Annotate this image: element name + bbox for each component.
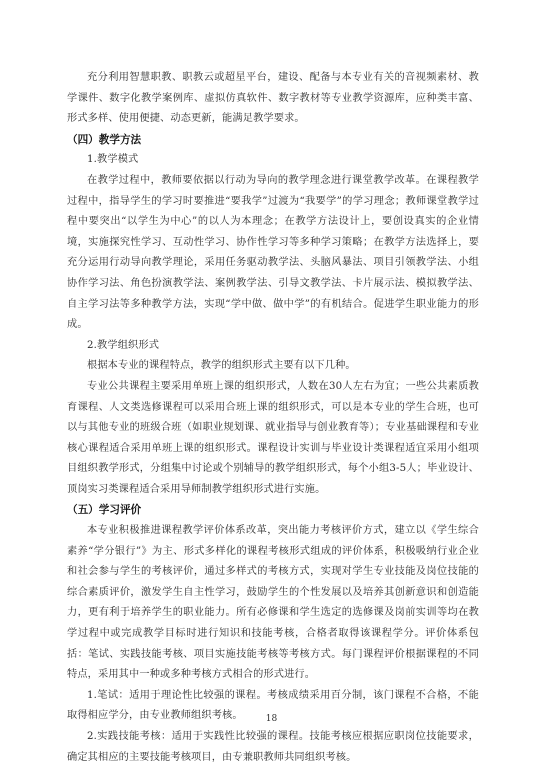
subheading-organization-form: 2.教学组织形式 [87, 339, 160, 351]
paragraph-evaluation-system: 本专业积极推进课程教学评价体系改革，突出能力考核评价方式，建立以《学生综合素养“学分银行”》为主、形式多样化的课程考核形式组成的评价体系，积极吸纳行业企业和社会参与学生的考核评价，通过多样式的考核方式，实现对学生专业技能及岗位技能的综合素质评价，激发学生自主性学习，鼓励学生的个性发展以及培养其创新意识和创造能力，更有利于培养学生的职业能力。所有必修课和学生选定的选修课及岗前实训等均在教学过程中或完成教学目标时进行知识和技能考核，合格者取得该课程学分。评价体系包括：笔试、实践技能考核、项目实施技能考核等考核方式。每门课程评价根据课程的不同特点，采用其中一种或多种考核方式相合的形式进行。 [67, 525, 479, 681]
section-heading-learning-evaluation: （五）学习评价 [67, 504, 142, 517]
subheading-teaching-mode: 1.教学模式 [87, 154, 139, 166]
paragraph-written-exam: 1.笔试：适用于理论性比较强的课程。考核成绩采用百分制，该门课程不合格，不能取得相应学分，由专业教师组织考核。 [67, 689, 479, 722]
paragraph-teaching-mode: 在教学过程中，教师要依据以行动为导向的教学理念进行课堂教学改革。在课程教学过程中，指导学生的学习时要推进“要我学”过渡为“我要学”的学习理念；教师课堂教学过程中要突出“以学生为中心”的以人为本理念；在教学方法设计上，要创设真实的企业情境，实施探究性学习、互动性学习、协作性学习等多种学习策略；在教学方法选择上，要充分运用行动导向教学理论，采用任务驱动教学法、头脑风暴法、项目引领教学法、小组协作学习法、角色扮演教学法、案例教学法、引导文教学法、卡片展示法、模拟教学法、自主学习法等多种教学方法，实现“学中做、做中学”的有机结合。促进学生职业能力的形成。 [67, 174, 479, 331]
section-heading-teaching-methods: （四）教学方法 [67, 133, 142, 146]
paragraph-organization-intro: 根据本专业的课程特点，教学的组织形式主要有以下几种。 [87, 360, 356, 372]
paragraph-practical-assessment: 2.实践技能考核：适用于实践性比较强的课程。技能考核应根据应职岗位技能要求，确定其相应的主要技能考核项目，由专兼职教师共同组织考核。 [67, 731, 479, 763]
paragraph-organization-detail: 专业公共课程主要采用单班上课的组织形式，人数在30人左右为宜；一些公共素质教育课程、人文类选修课程可以采用合班上课的组织形式，可以是本专业的学生合班，也可以与其他专业的班级合班（如职业规划课、就业指导与创业教育等）；专业基础课程和专业核心课程适合采用单班上课的组织形式。课程设计实训与毕业设计类课程适宜采用小组项目组织教学形式，分组集中讨论或个别辅导的教学组织形式，每个小组3-5人；毕业设计、顶岗实习类课程适合采用导师制教学组织形式进行实施。 [67, 380, 479, 495]
paragraph-resources: 充分利用智慧职教、职教云或超星平台，建设、配备与本专业有关的音视频素材、教学课件、数字化教学案例库、虚拟仿真软件、数字教材等专业教学资源库，应种类丰富、形式多样、使用便捷、动态更新，能满足教学要求。 [67, 72, 479, 125]
page-number: 18 [265, 714, 278, 724]
document-body [67, 68, 479, 768]
